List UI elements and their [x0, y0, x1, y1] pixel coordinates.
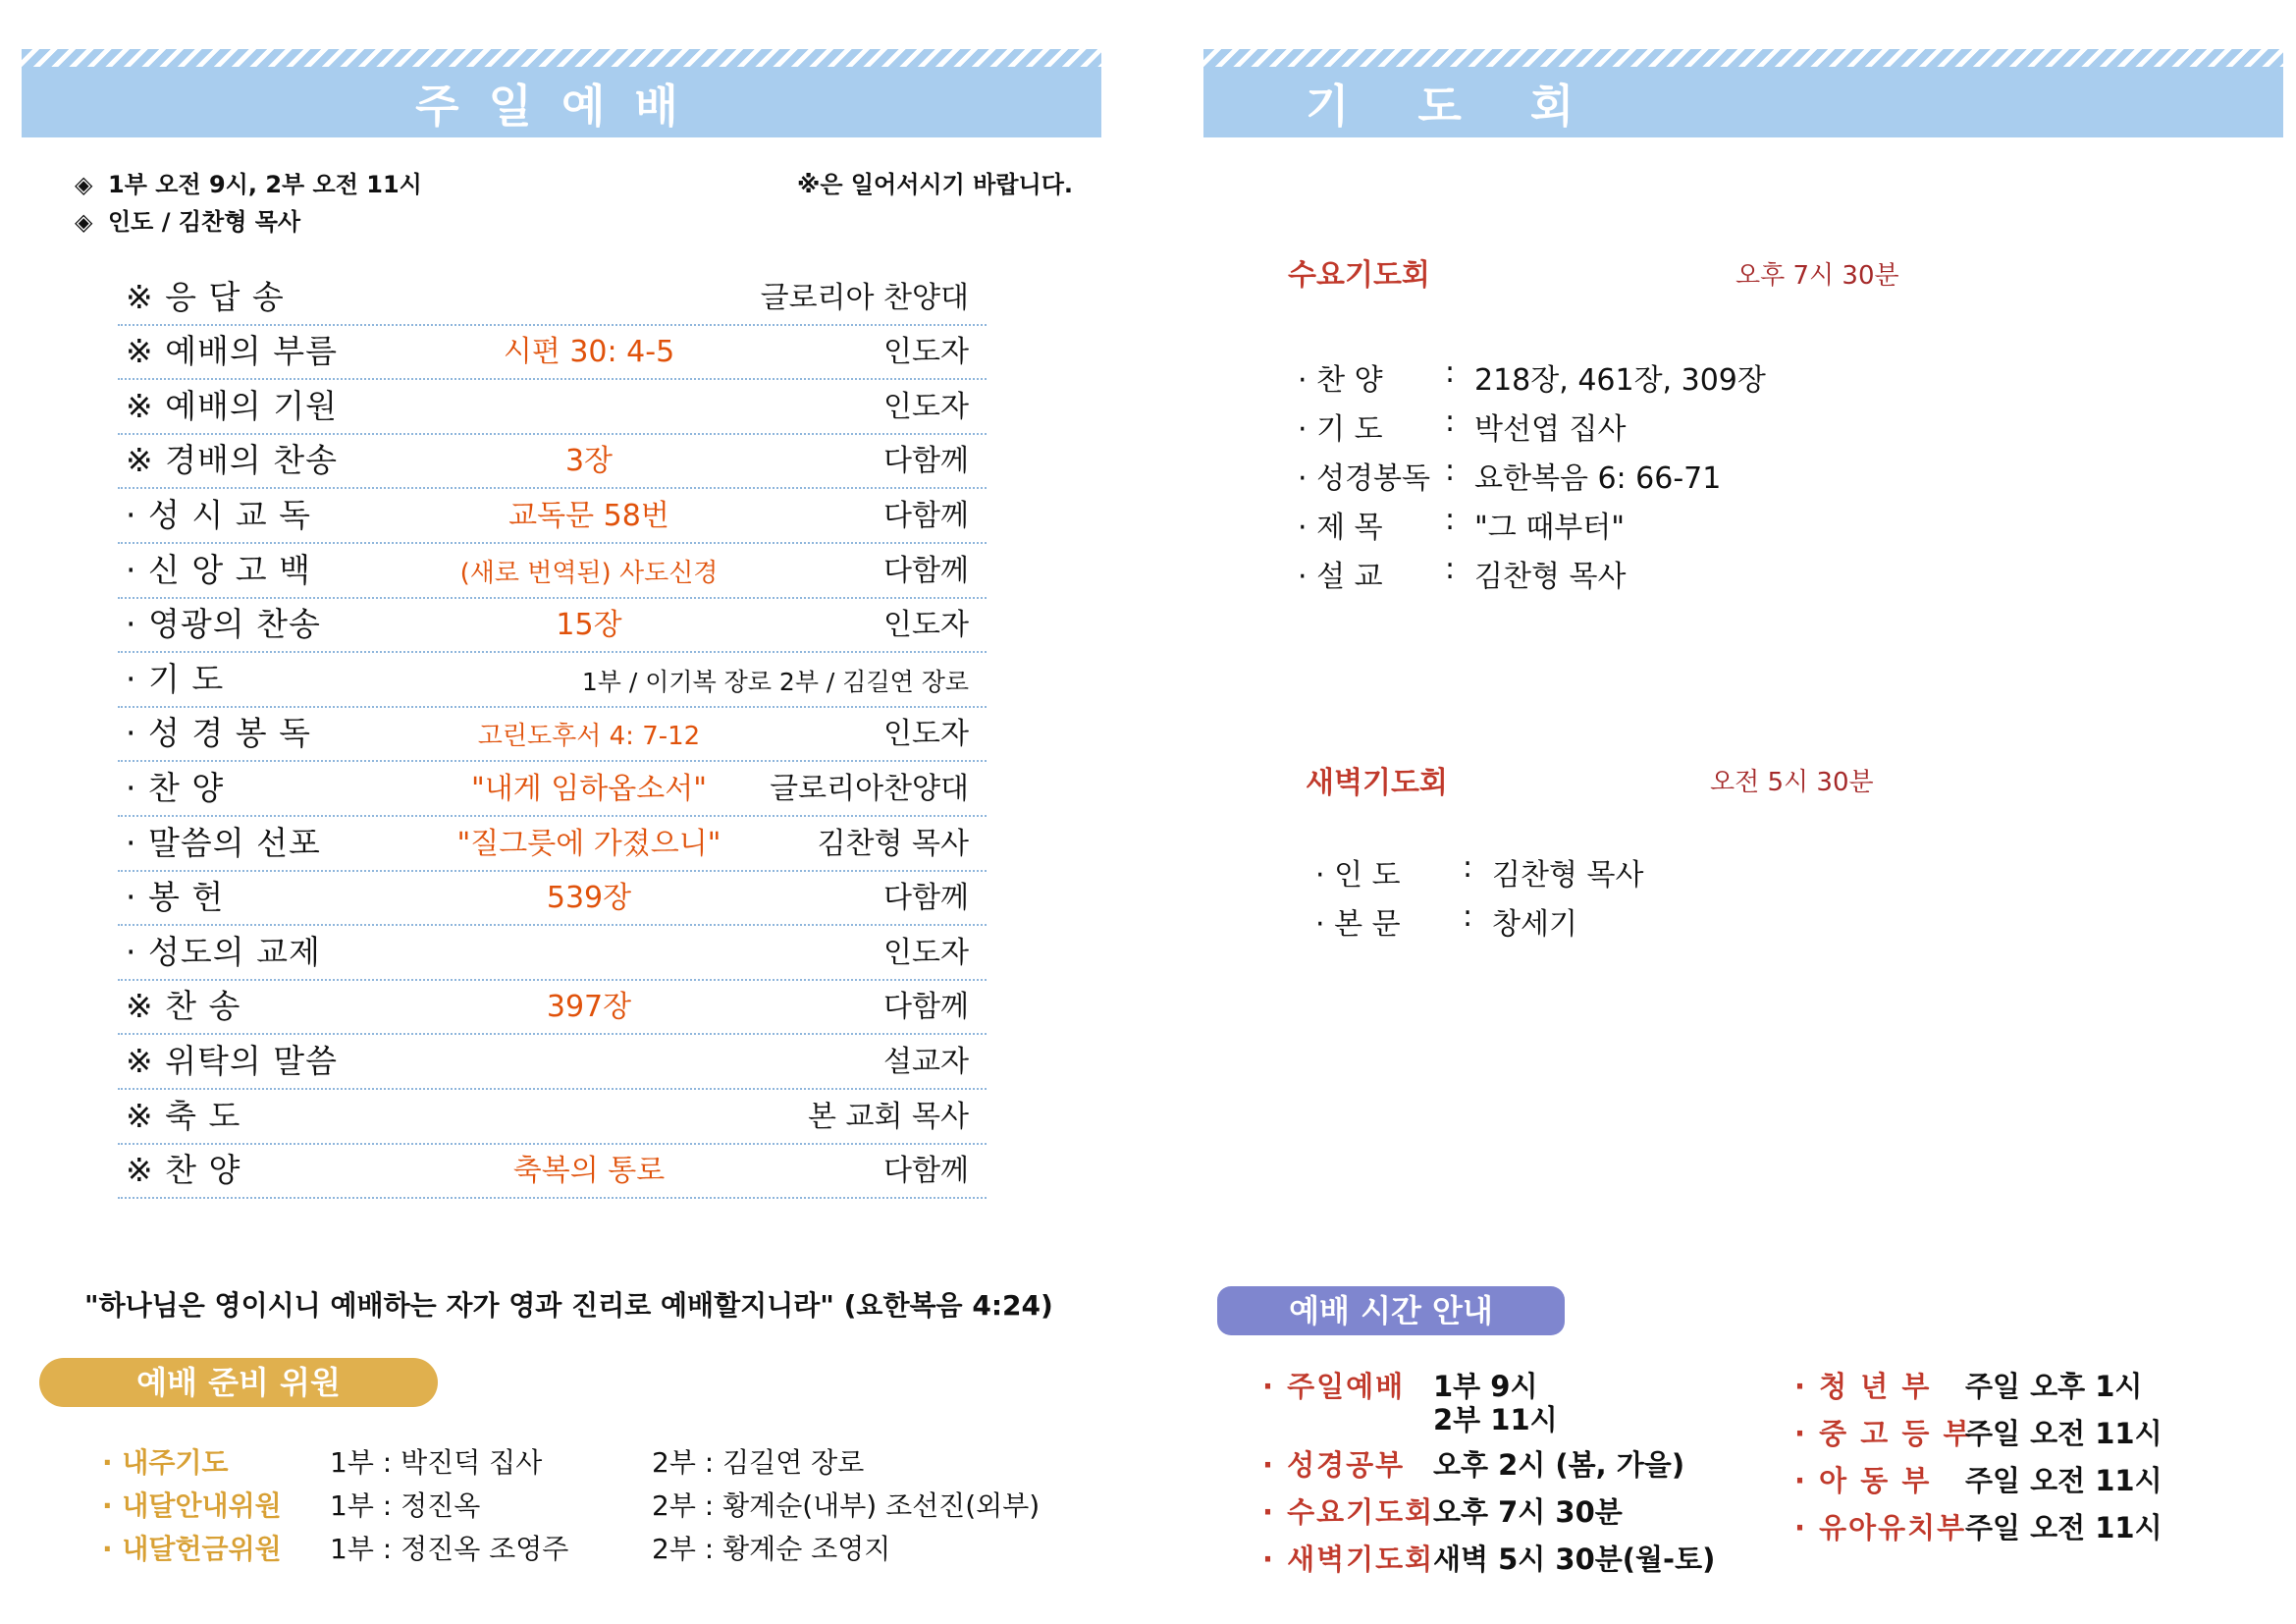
prayer-banner: [1203, 49, 2283, 137]
order-item-name: ※ 경배의 찬송: [126, 441, 339, 480]
prep-second-service: 2부 : 김길연 장로: [652, 1446, 865, 1479]
prep-label: · 내주기도: [102, 1446, 229, 1479]
schedule-value: 새벽 5시 30분(월-토): [1433, 1543, 1716, 1576]
order-item-detail: 539장: [546, 881, 632, 916]
order-item-leader: 다함께: [883, 1154, 969, 1189]
colon-separator: :: [1445, 503, 1456, 537]
order-item-detail: 교독문 58번: [508, 498, 669, 533]
schedule-value: 주일 오전 11시: [1965, 1464, 2163, 1497]
schedule-badge: 예배 시간 안내: [1217, 1286, 1565, 1335]
prep-row: [102, 1485, 1084, 1528]
order-item-name: · 찬 양: [126, 768, 225, 807]
prep-label: · 내달헌금위원: [102, 1533, 282, 1565]
order-item-leader: 다함께: [883, 553, 969, 588]
service-leader-text: 인도 / 김찬형 목사: [108, 208, 301, 236]
order-row: [118, 981, 987, 1036]
order-item-name: · 말씀의 선포: [126, 823, 321, 862]
prayer-banner-title: 기도회: [1306, 80, 1643, 133]
schedule-left: [1262, 1365, 1753, 1585]
order-item-name: ※ 찬 양: [126, 1151, 241, 1190]
order-item-detail: "질그릇에 가졌으니": [456, 826, 721, 861]
order-row: [118, 872, 987, 927]
banner-stripes: [1203, 49, 2283, 67]
order-item-name: · 성도의 교제: [126, 932, 321, 971]
scripture-verse: "하나님은 영이시니 예배하는 자가 영과 진리로 예배할지니라" (요한복음 4:24): [84, 1289, 1053, 1322]
wednesday-prayer-title: 수요기도회: [1288, 258, 1430, 293]
prep-committee-badge: 예배 준비 위원: [39, 1358, 438, 1407]
order-row: [118, 544, 987, 599]
schedule-label: · 중 고 등 부: [1794, 1417, 1973, 1450]
prayer-item-key: · 기 도: [1298, 412, 1383, 447]
order-of-worship: [118, 271, 987, 1199]
prayer-item-key: · 찬 양: [1298, 363, 1383, 398]
prep-committee-list: [102, 1441, 1084, 1571]
colon-separator: :: [1445, 552, 1456, 586]
prayer-item-value: 창세기: [1492, 907, 1577, 942]
order-item-leader: 인도자: [883, 717, 969, 752]
prayer-item-key: · 설 교: [1298, 560, 1383, 594]
order-item-detail: 축복의 통로: [512, 1154, 666, 1189]
order-item-leader: 설교자: [883, 1044, 969, 1079]
schedule-label: · 성경공부: [1262, 1448, 1406, 1482]
schedule-row: [1262, 1490, 1753, 1538]
order-row: [118, 708, 987, 763]
schedule-value: 오후 2시 (봄, 가을): [1433, 1448, 1685, 1482]
order-row: [118, 817, 987, 872]
prep-row: [102, 1528, 1084, 1571]
order-item-leader: 인도자: [883, 608, 969, 643]
schedule-row: [1794, 1365, 2266, 1412]
schedule-row: [1262, 1538, 1753, 1585]
schedule-row: [1262, 1443, 1753, 1490]
schedule-label: · 청 년 부: [1794, 1370, 1932, 1403]
order-item-detail: 3장: [564, 444, 614, 479]
prep-first-service: 1부 : 정진옥 조영주: [330, 1533, 569, 1565]
order-item-name: ※ 위탁의 말씀: [126, 1041, 339, 1080]
order-item-name: · 신 앙 고 백: [126, 550, 311, 589]
order-item-detail: "내게 임하옵소서": [471, 771, 707, 806]
order-item-leader: 본 교회 목사: [808, 1099, 969, 1134]
order-row: [118, 380, 987, 435]
order-item-leader: 다함께: [883, 498, 969, 533]
order-item-detail: 시편 30: 4-5: [503, 335, 675, 370]
order-item-detail: (새로 번역된) 사도신경: [459, 558, 719, 588]
order-item-leader: 인도자: [883, 335, 969, 370]
order-row: [118, 762, 987, 817]
prayer-item-key: · 성경봉독: [1298, 461, 1430, 496]
order-item-name: ※ 찬 송: [126, 987, 241, 1026]
diamond-icon: ◈: [75, 208, 93, 236]
dawn-prayer-time: 오전 5시 30분: [1710, 768, 1874, 797]
prep-second-service: 2부 : 황계순(내부) 조선진(외부): [652, 1489, 1041, 1522]
prep-row: [102, 1441, 1084, 1485]
prep-first-service: 1부 : 박진덕 집사: [330, 1446, 543, 1479]
schedule-right: [1794, 1365, 2266, 1553]
order-row: [118, 926, 987, 981]
schedule-row: [1794, 1459, 2266, 1506]
order-item-name: · 영광의 찬송: [126, 605, 321, 644]
schedule-label: · 주일예배: [1262, 1370, 1406, 1403]
order-row: [118, 326, 987, 381]
order-item-leader: 다함께: [883, 881, 969, 916]
schedule-label: · 아 동 부: [1794, 1464, 1932, 1497]
order-item-leader: 다함께: [883, 990, 969, 1025]
colon-separator: :: [1463, 850, 1473, 885]
order-row: [118, 1035, 987, 1090]
stand-note: ※은 일어서시기 바랍니다.: [797, 171, 1073, 198]
prep-first-service: 1부 : 정진옥: [330, 1489, 481, 1522]
order-row: [118, 653, 987, 708]
prayer-item-value: "그 때부터": [1474, 511, 1626, 545]
order-row: [118, 271, 987, 326]
schedule-row: [1794, 1412, 2266, 1459]
order-item-detail: 397장: [546, 990, 632, 1025]
prayer-item-value: 김찬형 목사: [1474, 560, 1627, 594]
schedule-value: 주일 오전 11시: [1965, 1417, 2163, 1450]
prayer-item-value: 요한복음 6: 66-71: [1474, 461, 1722, 496]
order-item-name: ※ 응 답 송: [126, 277, 285, 316]
order-item-name: · 기 도: [126, 659, 225, 698]
schedule-label: · 새벽기도회: [1262, 1543, 1435, 1576]
schedule-row: [1794, 1506, 2266, 1553]
schedule-value: 1부 9시: [1433, 1370, 1538, 1403]
schedule-value: 오후 7시 30분: [1433, 1495, 1623, 1529]
order-item-leader: 다함께: [883, 444, 969, 479]
order-item-name: · 봉 헌: [126, 878, 225, 917]
order-item-detail: 15장: [556, 608, 622, 643]
dawn-prayer-title: 새벽기도회: [1306, 766, 1448, 800]
order-item-name: · 성 경 봉 독: [126, 714, 311, 753]
diamond-icon: ◈: [75, 171, 93, 198]
schedule-row: [1262, 1365, 1753, 1443]
order-item-name: · 성 시 교 독: [126, 495, 311, 534]
prayer-item-key: · 본 문: [1315, 907, 1401, 942]
order-item-leader: 글로리아 찬양대: [760, 280, 969, 315]
order-item-leader: 인도자: [883, 389, 969, 424]
colon-separator: :: [1445, 454, 1456, 488]
order-row: [118, 1090, 987, 1145]
order-item-name: ※ 예배의 기원: [126, 386, 339, 425]
order-item-name: ※ 축 도: [126, 1096, 241, 1135]
order-row: [118, 1145, 987, 1200]
worship-banner-title: 주일예배: [415, 80, 708, 133]
schedule-value-2: 2부 11시: [1433, 1403, 1558, 1436]
order-item-name: ※ 예배의 부름: [126, 332, 339, 371]
colon-separator: :: [1445, 405, 1456, 439]
order-item-detail: 고린도후서 4: 7-12: [477, 722, 701, 752]
schedule-value: 주일 오전 11시: [1965, 1511, 2163, 1544]
colon-separator: :: [1463, 899, 1473, 934]
order-row: [118, 489, 987, 544]
service-leader: [75, 202, 300, 237]
banner-stripes: [22, 49, 1101, 67]
order-item-leader: 글로리아찬양대: [770, 771, 969, 806]
service-times: [75, 165, 422, 199]
prayer-item-value: 218장, 461장, 309장: [1474, 363, 1766, 398]
schedule-value: 주일 오후 1시: [1965, 1370, 2143, 1403]
schedule-label: · 수요기도회: [1262, 1495, 1435, 1529]
order-item-leader: 김찬형 목사: [817, 826, 969, 861]
order-item-leader: 인도자: [883, 935, 969, 970]
prep-second-service: 2부 : 황계순 조영지: [652, 1533, 891, 1565]
order-row: [118, 599, 987, 654]
wednesday-prayer-time: 오후 7시 30분: [1735, 261, 1899, 291]
colon-separator: :: [1445, 355, 1456, 390]
order-row: [118, 435, 987, 490]
prayer-item-key: · 제 목: [1298, 511, 1383, 545]
service-times-text: 1부 오전 9시, 2부 오전 11시: [108, 171, 422, 198]
order-item-leader: 1부 / 이기복 장로 2부 / 김길연 장로: [581, 667, 969, 696]
prep-label: · 내달안내위원: [102, 1489, 282, 1522]
prayer-item-value: 김찬형 목사: [1492, 858, 1644, 893]
worship-banner: [22, 49, 1101, 137]
schedule-label: · 유아유치부: [1794, 1511, 1967, 1544]
prayer-item-key: · 인 도: [1315, 858, 1401, 893]
prayer-item-value: 박선엽 집사: [1474, 412, 1627, 447]
